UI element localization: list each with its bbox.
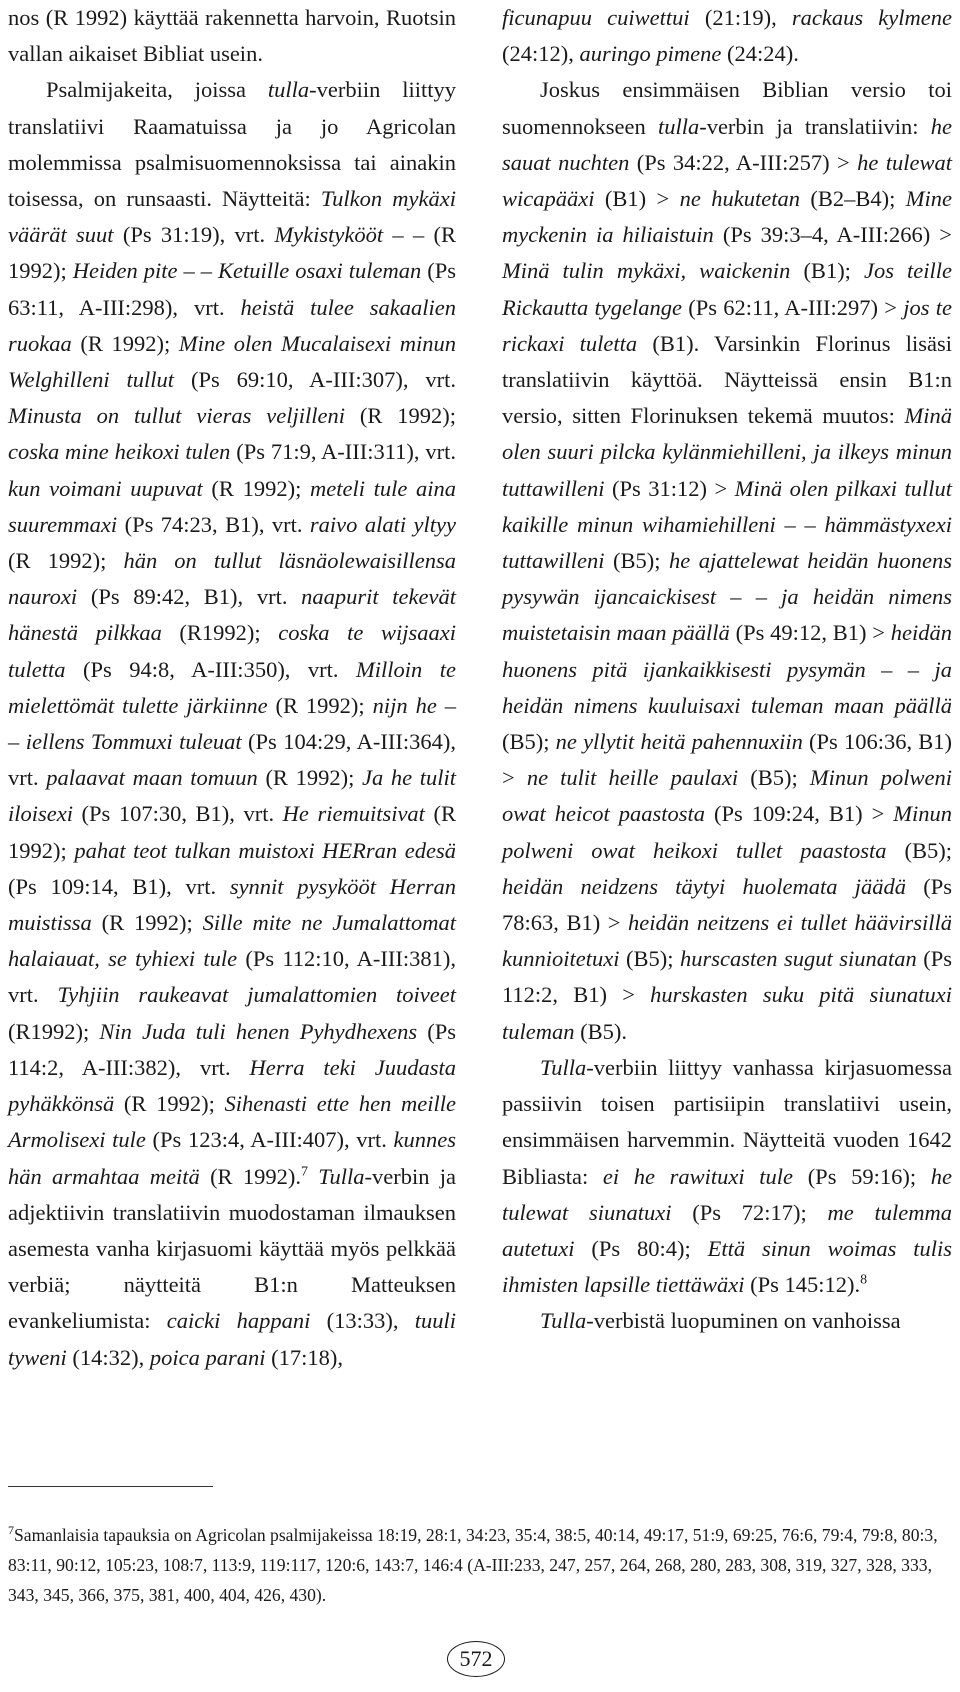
italic-run: Tulkon mykäxi väärät suut: [8, 186, 456, 248]
text-run: (14:32),: [66, 1344, 150, 1370]
italic-run: Ja he tulit iloisexi: [8, 765, 456, 827]
italic-run: ei he rawituxi tule: [602, 1163, 794, 1189]
right-paragraph-1: [502, 0, 952, 72]
italic-run: hän on tullut läsnäolewaisillensa nauroxi: [8, 548, 457, 610]
text-run: (24:24).: [721, 41, 799, 67]
text-run: (Ps 71:9, A-III:311), vrt.: [230, 439, 456, 465]
text-run: -verbiin liittyy vanhassa kirjasuomessa passiivin toisen partisiipin translatiivi usein, ensimmäisen harvemmin. Näytteitä vuoden 1642 Bibliasta:: [502, 1054, 952, 1189]
text-run: (Ps 31:12) >: [604, 475, 735, 501]
right-paragraph-2: [502, 72, 952, 1049]
italic-run: heistä tulee sakaalien ruokaa: [8, 294, 456, 356]
text-run: (R 1992);: [91, 910, 203, 936]
text-run: (B5);: [604, 548, 670, 574]
italic-run: coska te wijsaaxi tuletta: [8, 620, 456, 682]
italic-run: he ajattelewat heidän huonens pysywän ijancaickisest – – ja heidän nimens muistetaisin maan päällä: [502, 548, 952, 646]
text-run: (R 1992);: [8, 548, 124, 574]
italic-run: Minä olen suuri pilcka kylänmiehilleni, ja ilkeys minun tuttawilleni: [502, 403, 952, 501]
italic-run: Tulla: [540, 1054, 587, 1080]
italic-run: meteli tule aina suuremmaxi: [8, 475, 457, 537]
italic-run: Että sinun woimas tulis ihmisten lapsille tiettäwäxi: [502, 1235, 952, 1298]
text-run: (Ps 78:63, B1) >: [502, 873, 952, 936]
italic-run: Mykistykööt – –: [274, 222, 425, 248]
text-run: (R 1992);: [344, 403, 456, 429]
italic-run: Jos teille Rickautta tygelange: [502, 258, 952, 320]
text-run: [308, 1164, 318, 1189]
italic-run: Tulla: [318, 1163, 365, 1189]
text-run: (Ps 59:16);: [793, 1163, 931, 1189]
text-run: (Ps 114:2, A-III:382), vrt.: [8, 1018, 456, 1080]
italic-run: jos te rickaxi tuletta: [502, 294, 953, 356]
text-run: (Ps 72:17);: [671, 1199, 828, 1225]
text-run: (Ps 80:4);: [574, 1235, 708, 1261]
italic-run: synnit pysykööt Herran muistissa: [8, 873, 456, 936]
text-run: (Ps 106:36, B1) >: [502, 729, 953, 791]
text-run: (B5).: [574, 1018, 627, 1044]
text-run: (Ps 123:4, A-III:407), vrt.: [145, 1127, 394, 1153]
italic-run: he sauat nuchten: [502, 113, 952, 175]
text-run: (24:12),: [502, 41, 580, 67]
text-run: (13:33),: [310, 1308, 415, 1334]
italic-run: ne hukutetan: [679, 186, 800, 212]
text-run: (R 1992);: [267, 692, 373, 718]
footnote-rule: [8, 1486, 213, 1487]
italic-run: Sille mite ne Jumalattomat halaiauat, se tyhiexi tule: [8, 910, 456, 972]
text-run: (Ps 109:14, B1), vrt.: [8, 873, 230, 899]
italic-run: poica parani: [149, 1344, 266, 1370]
text-run: (B2–B4);: [799, 186, 906, 212]
text-run: (Ps 112:2, B1) >: [502, 946, 952, 1008]
text-run: (R 1992);: [8, 222, 457, 284]
left-paragraph-1: nos (R 1992) käyttää rakennetta harvoin, Ruotsin vallan aikaiset Bibliat usein.: [8, 5, 456, 67]
italic-run: kunnes hän armahtaa meitä: [8, 1127, 456, 1189]
italic-run: pahat teot tulkan muistoxi HERran edesä: [74, 837, 456, 863]
italic-run: Minä olen pilkaxi tullut kaikille minun wihamiehilleni – – hämmästyxexi tuttawilleni: [502, 475, 952, 574]
right-column: [502, 0, 952, 1340]
text-run: (Ps 94:8, A-III:350), vrt.: [65, 656, 357, 682]
italic-run: he tulewat siunatuxi: [502, 1163, 952, 1225]
italic-run: hurscasten sugut siunatan: [679, 946, 917, 972]
italic-run: me tulemma autetuxi: [502, 1199, 952, 1261]
italic-run: Tyhjiin raukeavat jumalattomien toiveet: [57, 982, 456, 1008]
italic-run: heidän neidzens täytyi huolemata jäädä: [502, 873, 906, 899]
italic-run: Sihenasti ette hen meille Armolisexi tule: [8, 1091, 456, 1153]
italic-run: palaavat maan tomuun: [46, 765, 258, 791]
italic-run: Nin Juda tuli henen Pyhydhexens: [99, 1018, 418, 1044]
text-run: (R 1992);: [202, 475, 310, 501]
text-run: (B1);: [790, 258, 864, 284]
text-run: (Ps 31:19), vrt.: [113, 222, 275, 248]
text-run: (Ps 62:11, A-III:297) >: [681, 294, 904, 320]
text-run: (R1992);: [8, 1018, 100, 1044]
italic-run: ne tulit heille paulaxi: [526, 765, 739, 791]
text-run: (R 1992).: [199, 1163, 301, 1189]
italic-run: raivo alati yltyy: [309, 511, 456, 537]
text-run: (B5);: [886, 837, 952, 863]
text-run: (R1992);: [161, 620, 279, 646]
italic-run: hurskasten suku pitä siunatuxi tuleman: [502, 982, 952, 1044]
text-run: (Ps 49:12, B1) >: [729, 620, 891, 646]
right-paragraph-4: [502, 1303, 952, 1339]
italic-run: kun voimani uupuvat: [8, 475, 203, 501]
text-run: Psalmijakeita, joissa: [46, 77, 268, 103]
text-run: (Ps 69:10, A-III:307), vrt.: [174, 367, 456, 393]
text-run: (Ps 74:23, B1), vrt.: [117, 511, 310, 537]
footnote-ref: 7: [300, 1164, 308, 1179]
italic-run: Minä tulin mykäxi, waickenin: [502, 258, 791, 284]
italic-run: tulla: [657, 113, 700, 139]
footnote-ref: 8: [860, 1272, 868, 1288]
italic-run: heidän huonens pitä ijankaikkisesti pysymän – – ja heidän nimens kuuluisaxi tuleman maan päällä: [502, 620, 953, 718]
italic-run: rackaus kylmene: [791, 5, 952, 30]
right-paragraph-3: [502, 1050, 952, 1303]
footnote-marker: 7: [8, 1523, 14, 1538]
text-run: (B1) >: [594, 186, 680, 212]
page-number: 572: [447, 1641, 505, 1677]
italic-run: Herra teki Juudasta pyhäkkönsä: [8, 1054, 456, 1117]
text-run: (Ps 63:11, A-III:298), vrt.: [8, 258, 456, 320]
text-run: -verbin ja translatiivin:: [699, 113, 931, 139]
text-run: (R 1992);: [114, 1091, 225, 1117]
text-run: (21:19),: [689, 5, 792, 30]
italic-run: Minun polweni owat heikoxi tullet paastosta: [502, 801, 953, 863]
italic-run: Minun polweni owat heicot paastosta: [502, 765, 952, 827]
italic-run: heidän neitzens ei tullet häävirsillä kunnioitetuxi: [502, 910, 952, 972]
footnote: [8, 1520, 952, 1610]
text-run: (R 1992);: [71, 330, 179, 356]
left-paragraph-2: [8, 72, 456, 1375]
text-run: (Ps 107:30, B1), vrt.: [72, 801, 283, 827]
left-column: [8, 0, 456, 1376]
italic-run: auringo pimene: [579, 41, 722, 67]
text-run: (B5);: [619, 946, 680, 972]
italic-run: Heiden pite – – Ketuille osaxi tuleman: [72, 258, 422, 284]
italic-run: He riemuitsivat: [282, 801, 425, 827]
text-run: (B5);: [738, 765, 810, 791]
text-run: Joskus ensimmäisen Biblian versio toi suomennokseen: [502, 77, 952, 139]
italic-run: nijn he – – iellens Tommuxi tuleuat: [8, 692, 456, 755]
text-run: (Ps 89:42, B1), vrt.: [77, 584, 302, 610]
text-run: (R 1992);: [257, 765, 362, 791]
italic-run: tuuli tyweni: [8, 1308, 456, 1370]
italic-run: ne yllytit heitä pahennuxiin: [555, 729, 803, 755]
italic-run: naapurit tekevät hänestä pilkkaa: [8, 584, 456, 646]
text-run: (Ps 34:22, A-III:257) >: [629, 149, 858, 175]
text-run: (Ps 145:12).: [744, 1272, 861, 1298]
italic-run: Minusta on tullut vieras veljilleni: [8, 403, 345, 429]
text-run: (B5);: [502, 729, 556, 755]
text-run: (Ps 104:29, A-III:364), vrt.: [8, 729, 456, 791]
text-run: (B1). Varsinkin Florinus lisäsi translatiivin käyttöä. Näytteissä ensin B1:n versio, sitten Florinuksen tekemä muutos:: [502, 330, 952, 429]
text-run: (Ps 39:3–4, A-III:266) >: [713, 222, 952, 248]
text-run: (Ps 109:24, B1) >: [704, 801, 894, 827]
italic-run: he tulewat wicapääxi: [502, 149, 952, 212]
italic-run: tulla: [267, 77, 310, 103]
footnote-text: Samanlaisia tapauksia on Agricolan psalmijakeissa 18:19, 28:1, 34:23, 35:4, 38:5, 40:14, 49:17, 51:9, 69:25, 76:6, 79:4, 79:8, 80:3, 83:11, 90:12, 105:23, 108:7, 113:9, 119:117, 120:6, 143:7, 146:4 (A-III:233, 247, 257, 264, 268, 280, 283, 308, 319, 327, 328, 333, 343, 345, 366, 375, 381, 400, 404, 426, 430).: [8, 1525, 938, 1605]
text-run: (17:18),: [265, 1344, 343, 1370]
text-run: (R 1992);: [8, 801, 457, 863]
italic-run: coska mine heikoxi tulen: [8, 439, 231, 465]
italic-run: caicki happani: [166, 1308, 311, 1334]
italic-run: ficunapuu cuiwettui: [502, 5, 690, 30]
text-run: -verbiin liittyy translatiivi Raamatuissa ja jo Agricolan molemmissa psalmisuomennoksissa tai ainakin toisessa, on runsaasti. Näytteitä:: [8, 77, 457, 212]
italic-run: Mine myckenin ia hiliaistuin: [502, 186, 952, 248]
text-run: -verbin ja adjektiivin translatiivin muodostaman ilmauksen asemesta vanha kirjasuomi käyttää myös pelkkää verbiä; näytteitä B1:n Matteuksen evankeliumista:: [8, 1163, 457, 1334]
italic-run: Milloin te mielettömät tulette järkiinne: [8, 656, 456, 718]
italic-run: Tulla: [540, 1308, 587, 1334]
italic-run: Mine olen Mucalaisexi minun Welghilleni tullut: [8, 330, 456, 393]
text-run: (Ps 112:10, A-III:381), vrt.: [8, 946, 457, 1008]
text-run: -verbistä luopuminen on vanhoissa: [586, 1308, 901, 1334]
